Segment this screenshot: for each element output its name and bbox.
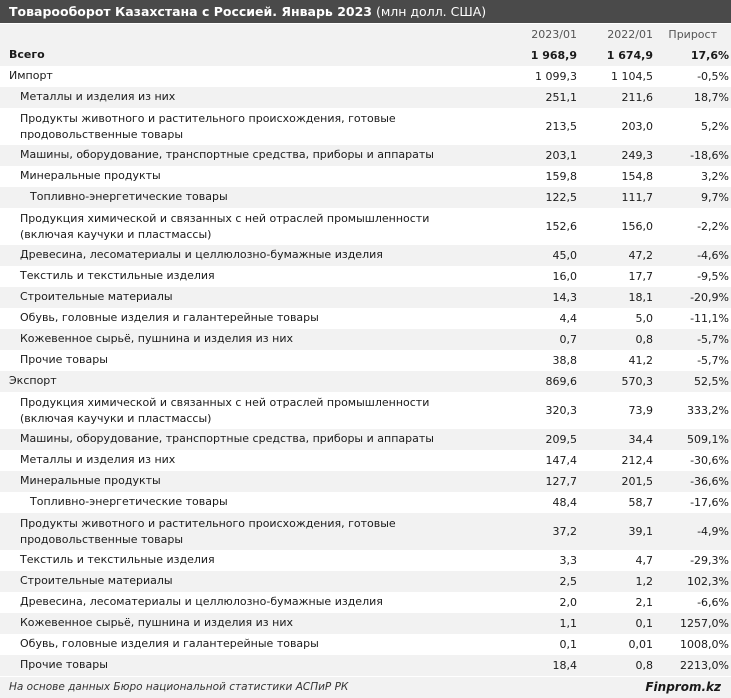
value-growth: 2213,0% [680,659,729,672]
row-label: Кожевенное сырьё, пушнина и изделия из них [20,616,293,629]
value-growth: 18,7% [694,91,729,104]
value-2022: 0,1 [635,617,653,630]
table-row [0,392,731,429]
value-growth: -17,6% [690,496,729,509]
value-2023: 0,7 [559,333,577,346]
value-2022: 1 104,5 [611,70,653,83]
table-row [0,655,731,676]
row-label: Текстиль и текстильные изделия [20,553,215,566]
value-growth: 52,5% [694,375,729,388]
table-row [0,245,731,266]
value-growth: -4,9% [697,525,729,538]
value-2022: 39,1 [628,525,653,538]
value-2022: 154,8 [621,170,653,183]
value-2023: 869,6 [545,375,577,388]
value-growth: 17,6% [690,49,729,62]
row-label: Древесина, лесоматериалы и целлюлозно-бумажные изделия [20,595,383,608]
value-2023: 320,3 [545,404,577,417]
value-growth: -29,3% [690,554,729,567]
source-note: На основе данных Бюро национальной статистики АСПиР РК [9,681,349,693]
table-row [0,66,731,87]
value-growth: 1257,0% [680,617,729,630]
value-growth: -11,1% [690,312,729,325]
table-row [0,108,731,145]
value-2023: 213,5 [545,120,577,133]
table-row [0,187,731,208]
value-2023: 37,2 [552,525,577,538]
value-2022: 1,2 [635,575,653,588]
value-growth: 333,2% [687,404,729,417]
row-label: Строительные материалы [20,574,173,587]
table-row [0,329,731,350]
value-2023: 4,4 [559,312,577,325]
row-label: Минеральные продукты [20,169,161,182]
value-2022: 0,01 [628,638,653,651]
value-growth: 102,3% [687,575,729,588]
row-label: Машины, оборудование, транспортные средства, приборы и аппараты [20,148,434,161]
value-2023: 152,6 [545,220,577,233]
value-growth: -6,6% [697,596,729,609]
row-label: Топливно-энергетические товары [30,190,228,203]
row-label: Экспорт [9,374,57,387]
table-row [0,350,731,371]
table-row [0,513,731,550]
table-row [0,471,731,492]
column-header-row [0,24,731,45]
title-bar [0,0,731,23]
value-2022: 1 674,9 [606,49,653,62]
row-label: Топливно-энергетические товары [30,495,228,508]
value-2022: 111,7 [621,191,653,204]
value-2022: 203,0 [621,120,653,133]
row-label: Минеральные продукты [20,474,161,487]
value-growth: 1008,0% [680,638,729,651]
value-2023: 2,5 [559,575,577,588]
table-row [0,492,731,513]
value-growth: 3,2% [701,170,729,183]
row-label: Кожевенное сырьё, пушнина и изделия из них [20,332,293,345]
table-row [0,87,731,108]
value-2022: 212,4 [621,454,653,467]
table-row [0,371,731,392]
value-2023: 1 099,3 [535,70,577,83]
table-body [0,45,731,676]
value-2022: 570,3 [621,375,653,388]
table-row [0,308,731,329]
table-row [0,429,731,450]
value-2023: 209,5 [545,433,577,446]
value-2022: 2,1 [635,596,653,609]
value-2022: 73,9 [628,404,653,417]
table-row [0,571,731,592]
value-2022: 47,2 [628,249,653,262]
table-row [0,450,731,471]
row-label: Текстиль и текстильные изделия [20,269,215,282]
value-2023: 1,1 [559,617,577,630]
table-row [0,266,731,287]
value-growth: -30,6% [690,454,729,467]
row-label: Продукция химической и связанных с ней отраслей промышленности (включая каучуки и пластмассы) [20,396,430,425]
value-2023: 203,1 [545,149,577,162]
row-label: Металлы и изделия из них [20,453,176,466]
table-row [0,550,731,571]
value-2023: 127,7 [545,475,577,488]
row-label: Продукты животного и растительного происхождения, готовые продовольственные товары [20,112,396,141]
table-row [0,166,731,187]
value-2022: 4,7 [635,554,653,567]
column-header-growth: Прирост [668,28,717,41]
value-2022: 34,4 [628,433,653,446]
footer [0,677,731,698]
value-2022: 17,7 [628,270,653,283]
value-2022: 0,8 [635,659,653,672]
row-label: Древесина, лесоматериалы и целлюлозно-бумажные изделия [20,248,383,261]
row-label: Импорт [9,69,53,82]
value-2023: 147,4 [545,454,577,467]
table-row [0,287,731,308]
row-label: Прочие товары [20,353,108,366]
value-2022: 156,0 [621,220,653,233]
value-2022: 201,5 [621,475,653,488]
value-growth: 9,7% [701,191,729,204]
value-growth: -36,6% [690,475,729,488]
value-2023: 122,5 [545,191,577,204]
value-growth: -4,6% [697,249,729,262]
value-2023: 2,0 [559,596,577,609]
value-2022: 18,1 [628,291,653,304]
value-growth: -20,9% [690,291,729,304]
row-label: Продукция химической и связанных с ней отраслей промышленности (включая каучуки и пластмассы) [20,212,430,241]
table-row [0,592,731,613]
value-growth: 509,1% [687,433,729,446]
value-2022: 249,3 [621,149,653,162]
chart-unit: (млн долл. США) [375,4,487,19]
row-label: Металлы и изделия из них [20,90,176,103]
chart-title: Товарооборот Казахстана с Россией. Январь 2023 [9,4,372,19]
value-2023: 48,4 [552,496,577,509]
column-header-2022: 2022/01 [607,28,653,41]
value-growth: -5,7% [697,333,729,346]
row-label: Обувь, головные изделия и галантерейные товары [20,637,319,650]
value-2023: 1 968,9 [530,49,577,62]
row-label: Прочие товары [20,658,108,671]
row-label: Всего [9,48,45,61]
value-2022: 41,2 [628,354,653,367]
value-growth: -9,5% [697,270,729,283]
value-2023: 159,8 [545,170,577,183]
value-2022: 0,8 [635,333,653,346]
value-growth: -18,6% [690,149,729,162]
row-label: Обувь, головные изделия и галантерейные товары [20,311,319,324]
value-2023: 45,0 [552,249,577,262]
row-label: Продукты животного и растительного происхождения, готовые продовольственные товары [20,517,396,546]
value-2022: 211,6 [621,91,653,104]
table-row [0,613,731,634]
row-label: Машины, оборудование, транспортные средства, приборы и аппараты [20,432,434,445]
column-header-2023: 2023/01 [531,28,577,41]
table-row [0,145,731,166]
value-2023: 18,4 [552,659,577,672]
value-2023: 0,1 [559,638,577,651]
value-2023: 14,3 [552,291,577,304]
value-2023: 16,0 [552,270,577,283]
value-growth: -2,2% [697,220,729,233]
table-row [0,45,731,66]
value-growth: -0,5% [697,70,729,83]
value-growth: 5,2% [701,120,729,133]
row-label: Строительные материалы [20,290,173,303]
value-2022: 5,0 [635,312,653,325]
value-2023: 38,8 [552,354,577,367]
value-growth: -5,7% [697,354,729,367]
value-2022: 58,7 [628,496,653,509]
value-2023: 3,3 [559,554,577,567]
table-row [0,634,731,655]
brand-logo-text: Finprom.kz [645,680,721,694]
table-row [0,208,731,245]
value-2023: 251,1 [545,91,577,104]
